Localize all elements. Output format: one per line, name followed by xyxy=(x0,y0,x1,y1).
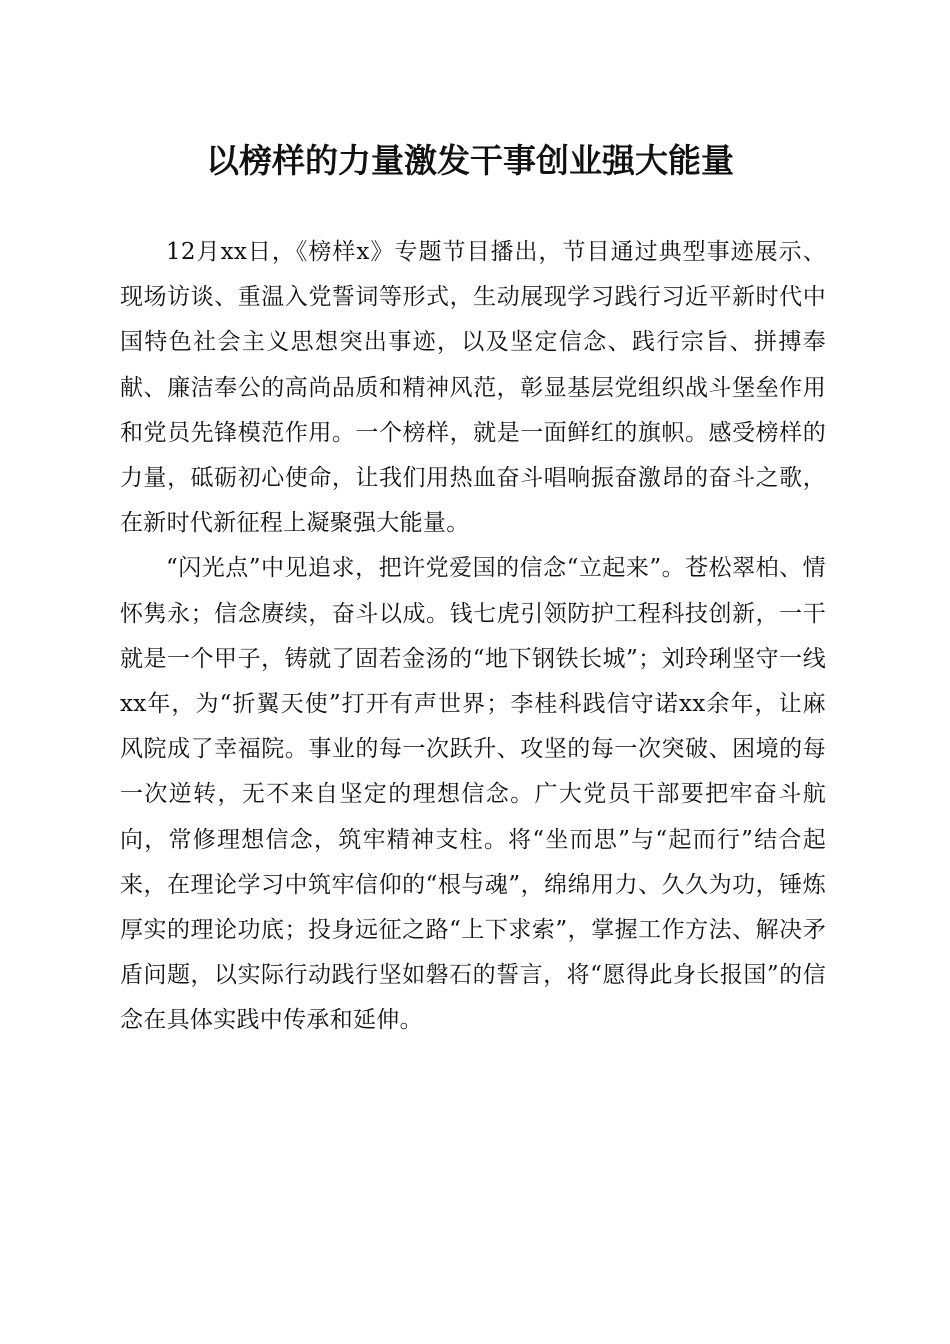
document-title: 以榜样的力量激发干事创业强大能量 xyxy=(206,141,734,180)
document-body xyxy=(120,230,826,1044)
paragraph-2: “闪光点”中见追求，把许党爱国的信念“立起来”。苍松翠柏、情怀隽永；信念赓续，奋斗以成。钱七虎引领防护工程科技创新，一干就是一个甲子，铸就了固若金汤的“地下钢铁长城”；刘玲琍坚守一线xx年，为“折翼天使”打开有声世界；李桂科践信守诺xx余年，让麻风院成了幸福院。事业的每一次跃升、攻坚的每一次突破、困境的每一次逆转，无不来自坚定的理想信念。广大党员干部要把牢奋斗航向，常修理想信念，筑牢精神支柱。将“坐而思”与“起而行”结合起来，在理论学习中筑牢信仰的“根与魂”，绵绵用力、久久为功，锤炼厚实的理论功底；投身远征之路“上下求索”，掌握工作方法、解决矛盾问题，以实际行动践行坚如磐石的誓言，将“愿得此身长报国”的信念在具体实践中传承和延伸。 xyxy=(120,555,826,1034)
paragraph-1: 12月xx日，《榜样x》专题节目播出，节目通过典型事迹展示、现场访谈、重温入党誓词等形式，生动展现学习践行习近平新时代中国特色社会主义思想突出事迹，以及坚定信念、践行宗旨、拼搏奉献、廉洁奉公的高尚品质和精神风范，彰显基层党组织战斗堡垒作用和党员先锋模范作用。一个榜样，就是一面鲜红的旗帜。感受榜样的力量，砥砺初心使命，让我们用热血奋斗唱响振奋激昂的奋斗之歌，在新时代新征程上凝聚强大能量。 xyxy=(120,239,826,537)
